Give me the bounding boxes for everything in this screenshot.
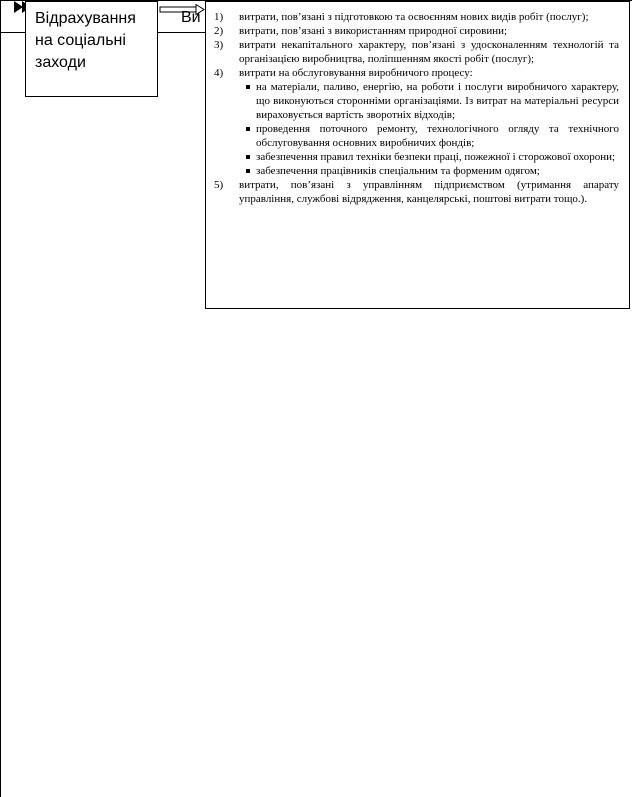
item-number: 4)	[214, 67, 224, 79]
bullet-icon	[246, 155, 250, 159]
sub-list-item	[244, 122, 619, 150]
title-line: Відрахування	[35, 10, 136, 27]
list-item	[214, 38, 619, 66]
item-text: витрати, пов’язані з підготовкою та освоєнням нових видів робіт (послуг);	[239, 11, 589, 23]
bullet-icon	[246, 169, 250, 173]
sub-list-item	[244, 80, 619, 122]
list-item	[214, 66, 619, 80]
expenses-list-box	[205, 1, 630, 309]
item-number: 5)	[214, 179, 224, 191]
sub-list-item	[244, 164, 619, 178]
sub-list-item	[244, 150, 619, 164]
list-item	[214, 24, 619, 38]
social-contributions-box	[25, 1, 158, 97]
item-text: витрати на обслуговування виробничого процесу:	[239, 67, 473, 79]
item-number: 1)	[214, 11, 224, 23]
item-text: витрати, пов’язані з використанням природної сировини;	[239, 25, 508, 37]
sub-item-text: забезпечення правил техніки безпеки праці, пожежної і сторожової охорони;	[256, 151, 616, 163]
left-border-line	[0, 0, 1, 797]
title-line: заходи	[35, 54, 86, 71]
truncated-label: Ви	[181, 9, 201, 26]
item-text: витрати некапітального характеру, пов’язані з удосконаленням технологій та організацією виробництва, поліпшенням якості робіт (послуг);	[239, 39, 619, 65]
title-line: на соціальні	[35, 32, 126, 49]
sub-item-text: забезпечення працівників спеціальним та форменим одягом;	[256, 165, 540, 177]
sub-item-text: на матеріали, паливо, енергію, на роботи і послуги виробничого характеру, що виконуються сторонніми організаціями. Із витрат на матеріальні ресурси вираховується вартість зворотніх відходів;	[256, 81, 619, 121]
list-item	[214, 178, 619, 206]
bullet-icon	[246, 85, 250, 89]
item-number: 2)	[214, 25, 224, 37]
list-item	[214, 10, 619, 24]
item-text: витрати, пов’язані з управлінням підприємством (утримання апарату управління, службові відрядження, канцелярські, поштові витрати тощо.).	[239, 179, 619, 205]
bullet-icon	[246, 127, 250, 131]
sub-item-text: проведення поточного ремонту, технологічного огляду та технічного обслуговування основних виробничих фондів;	[256, 123, 619, 149]
item-number: 3)	[214, 39, 224, 51]
